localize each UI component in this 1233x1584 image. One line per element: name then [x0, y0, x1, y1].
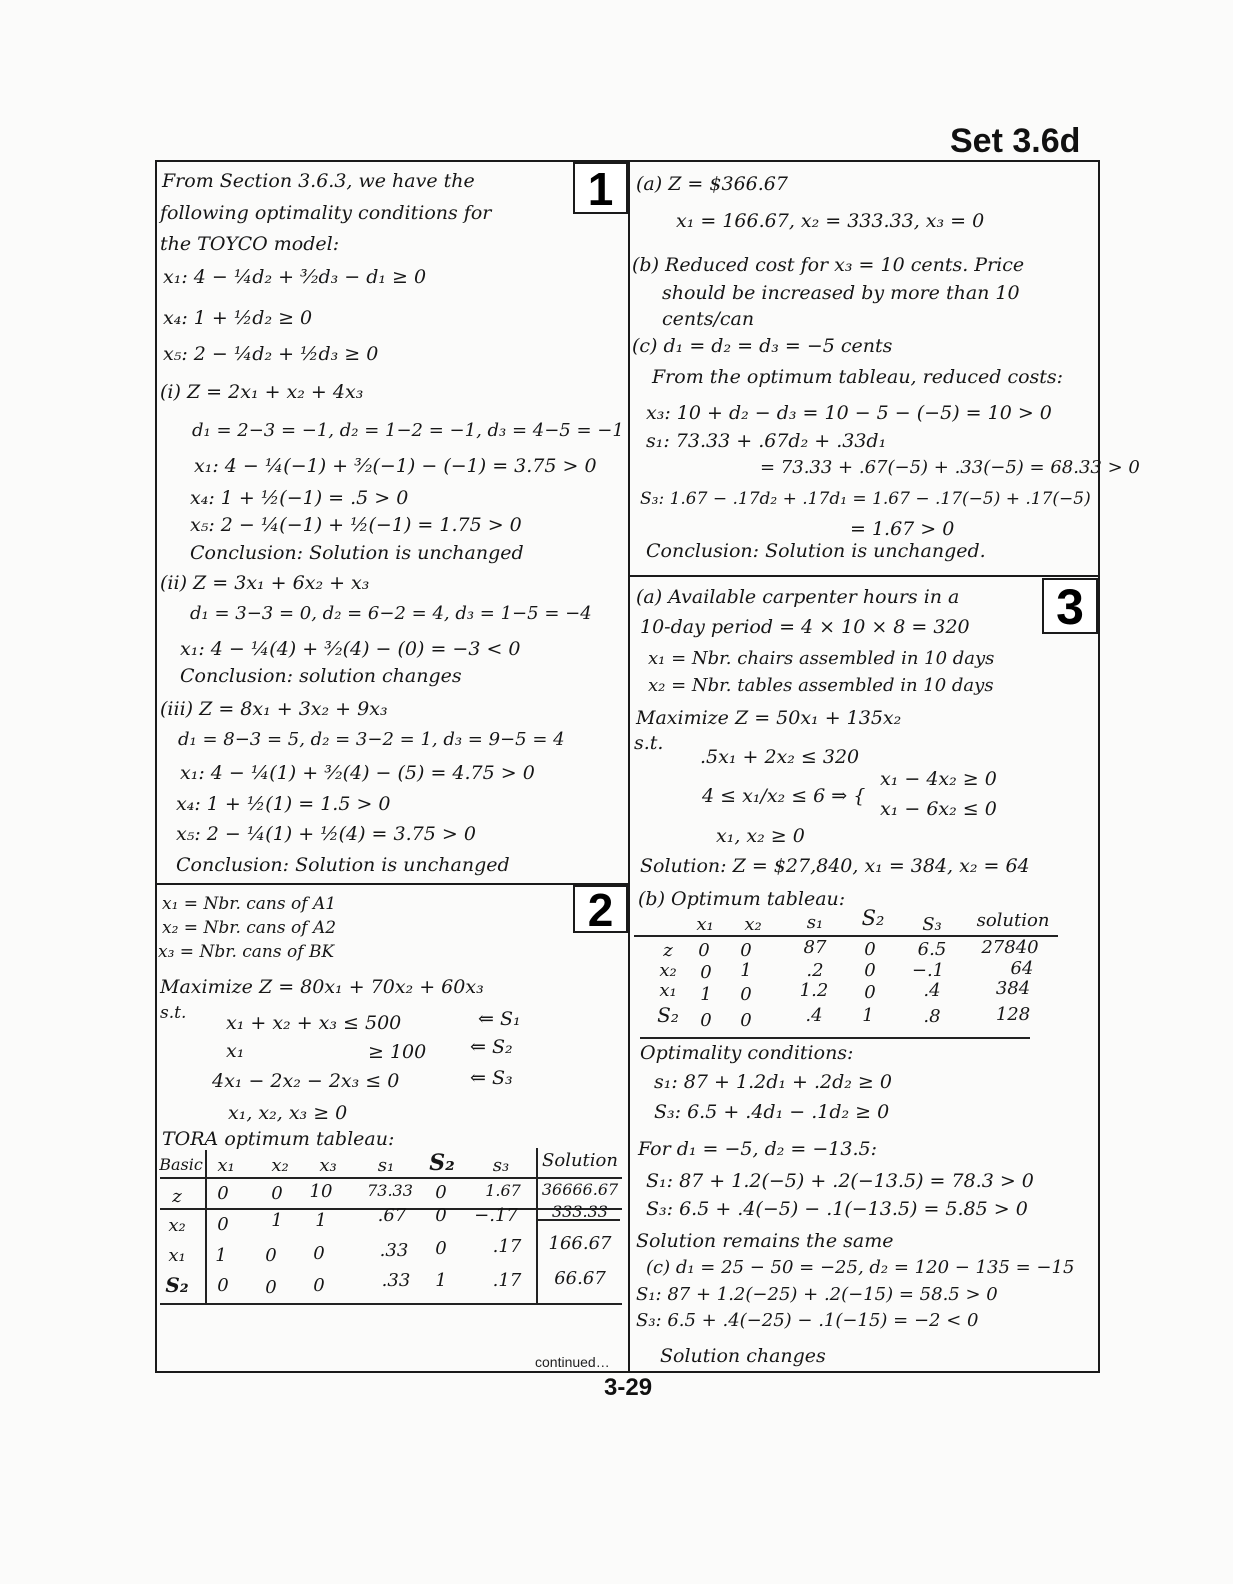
table-cell: 0	[740, 984, 752, 1005]
table-header: S₂	[861, 906, 885, 930]
problem-number-2: 2	[573, 885, 628, 933]
text-line: x₃ = Nbr. cans of BK	[158, 942, 335, 962]
table-cell: 1.67	[485, 1181, 521, 1200]
table-cell: 0	[435, 1238, 447, 1259]
text-line: s₁: 87 + 1.2d₁ + .2d₂ ≥ 0	[654, 1071, 892, 1093]
text-line: x₁ = Nbr. cans of A1	[162, 894, 337, 914]
table-cell: S₂	[657, 1003, 679, 1027]
text-line: ≥ 100	[368, 1041, 427, 1063]
text-line: (b) Optimum tableau:	[638, 888, 846, 910]
table-cell: 0	[864, 982, 876, 1003]
table-header: x₁	[217, 1155, 235, 1176]
table-cell: 0	[313, 1243, 325, 1264]
text-line: From the optimum tableau, reduced costs:	[652, 366, 1064, 388]
table-cell: 0	[698, 940, 710, 961]
text-line: ⇐ S₂	[470, 1036, 513, 1058]
table-cell: x₁	[659, 980, 677, 1001]
text-line: x₁: 4 − ¼(4) + ³⁄₂(4) − (0) = −3 < 0	[180, 638, 521, 660]
text-line: d₁ = 3−3 = 0, d₂ = 6−2 = 4, d₃ = 1−5 = −4	[190, 603, 592, 624]
table-header: x₁	[696, 914, 714, 935]
table-cell: 384	[995, 978, 1031, 999]
page-number: 3-29	[604, 1374, 653, 1401]
text-line: x₂ = Nbr. tables assembled in 10 days	[648, 675, 994, 696]
table-cell: 0	[435, 1205, 447, 1226]
table-cell: 10	[309, 1181, 333, 1202]
table-cell: .8	[923, 1006, 941, 1027]
text-line: x₁: 4 − ¼(−1) + ³⁄₂(−1) − (−1) = 3.75 > 0	[194, 455, 597, 477]
table-cell: 1	[215, 1245, 227, 1266]
text-line: Conclusion: Solution is unchanged	[176, 854, 510, 876]
text-line: x₁: 4 − ¼(1) + ³⁄₂(4) − (5) = 4.75 > 0	[180, 762, 535, 784]
table-cell: 1	[315, 1210, 327, 1231]
table-header: s₁	[377, 1155, 395, 1176]
text-line: Conclusion: solution changes	[180, 665, 462, 687]
text-line: (b) Reduced cost for x₃ = 10 cents. Price	[632, 254, 1025, 276]
text-line: d₁ = 8−3 = 5, d₂ = 3−2 = 1, d₃ = 9−5 = 4	[178, 729, 565, 750]
table-cell: 0	[217, 1183, 229, 1204]
table-cell: S₂	[165, 1273, 189, 1297]
table-header: solution	[976, 910, 1050, 931]
text-line: S₁: 87 + 1.2(−5) + .2(−13.5) = 78.3 > 0	[646, 1170, 1034, 1192]
text-line: Maximize Z = 50x₁ + 135x₂	[636, 707, 902, 729]
text-line: Solution: Z = $27,840, x₁ = 384, x₂ = 64	[640, 855, 1030, 877]
table-rule	[640, 1037, 1030, 1039]
table-header: s₁	[806, 912, 824, 933]
text-line: Maximize Z = 80x₁ + 70x₂ + 60x₃	[160, 976, 484, 998]
text-line: x₁ + x₂ + x₃ ≤ 500	[226, 1012, 402, 1034]
text-line: S₃: 1.67 − .17d₂ + .17d₁ = 1.67 − .17(−5) + .17(−5)	[640, 489, 1091, 509]
table-cell: 1	[740, 960, 752, 981]
table-cell: 0	[217, 1275, 229, 1296]
text-line: x₄: 1 + ½d₂ ≥ 0	[163, 307, 313, 329]
text-line: Solution remains the same	[636, 1230, 894, 1252]
text-line: ⇐ S₃	[470, 1067, 513, 1089]
continued-label: continued…	[535, 1354, 610, 1370]
table-cell: x₂	[659, 960, 677, 981]
text-line: following optimality conditions for	[160, 202, 492, 224]
text-line: S₃: 6.5 + .4(−25) − .1(−15) = −2 < 0	[636, 1310, 979, 1331]
table-cell: .33	[381, 1270, 411, 1291]
text-line: x₃: 10 + d₂ − d₃ = 10 − 5 − (−5) = 10 > 0	[646, 402, 1052, 424]
table-cell: x₂	[168, 1215, 186, 1236]
text-line: s.t.	[634, 732, 664, 754]
text-line: x₅: 2 − ¼(−1) + ½(−1) = 1.75 > 0	[190, 514, 522, 536]
table-cell: .17	[492, 1270, 522, 1291]
text-line: ⇐ S₁	[478, 1008, 521, 1030]
table-cell: .4	[805, 1005, 823, 1026]
text-line: TORA optimum tableau:	[162, 1128, 395, 1150]
text-line: .5x₁ + 2x₂ ≤ 320	[700, 746, 860, 768]
text-line: s.t.	[160, 1003, 187, 1023]
table-cell: 87	[803, 937, 827, 958]
table-cell: 0	[313, 1275, 325, 1296]
text-line: (a) Z = $366.67	[636, 173, 788, 195]
text-line: x₄: 1 + ½(1) = 1.5 > 0	[176, 793, 391, 815]
table-cell: 0	[740, 940, 752, 961]
section-divider-right	[628, 575, 1100, 577]
text-line: = 1.67 > 0	[850, 518, 955, 540]
table-cell: z	[663, 940, 673, 961]
text-line: x₁ − 4x₂ ≥ 0	[880, 768, 997, 790]
text-line: Conclusion: Solution is unchanged.	[646, 540, 986, 562]
table-cell: z	[172, 1186, 182, 1207]
text-line: For d₁ = −5, d₂ = −13.5:	[638, 1138, 877, 1160]
table-cell: 27840	[981, 937, 1039, 958]
table-cell: 0	[271, 1183, 283, 1204]
table-cell: 6.5	[917, 939, 947, 960]
table-cell: 1	[435, 1270, 447, 1291]
text-line: x₅: 2 − ¼(1) + ½(4) = 3.75 > 0	[176, 823, 476, 845]
text-line: S₁: 87 + 1.2(−25) + .2(−15) = 58.5 > 0	[636, 1284, 998, 1305]
table-cell: 1	[271, 1210, 283, 1231]
table-cell: .2	[806, 960, 824, 981]
table-rule	[536, 1148, 538, 1305]
table-cell: 1	[862, 1005, 874, 1026]
table-cell: .33	[379, 1240, 409, 1261]
column-divider	[628, 160, 630, 1373]
text-line: cents/can	[662, 308, 755, 330]
table-cell: 128	[995, 1004, 1031, 1025]
text-line: x₁, x₂, x₃ ≥ 0	[228, 1102, 348, 1124]
table-cell: −.17	[474, 1205, 518, 1226]
text-line: x₂ = Nbr. cans of A2	[162, 918, 337, 938]
text-line: the TOYCO model:	[160, 233, 340, 255]
text-line: x₁	[226, 1040, 245, 1062]
table-rule	[205, 1150, 207, 1305]
text-line: x₁, x₂ ≥ 0	[716, 825, 805, 847]
text-line: (c) d₁ = 25 − 50 = −25, d₂ = 120 − 135 = −15	[646, 1257, 1075, 1278]
table-cell: 73.33	[367, 1181, 413, 1200]
table-cell: 0	[265, 1277, 277, 1298]
table-header: Basic	[159, 1155, 203, 1174]
text-line: = 73.33 + .67(−5) + .33(−5) = 68.33 > 0	[760, 457, 1140, 478]
table-header: x₂	[271, 1155, 289, 1176]
table-cell: 1.2	[799, 980, 829, 1001]
text-line: x₁ = Nbr. chairs assembled in 10 days	[648, 648, 995, 669]
text-line: d₁ = 2−3 = −1, d₂ = 1−2 = −1, d₃ = 4−5 = −1	[192, 420, 624, 441]
text-line: S₃: 6.5 + .4(−5) − .1(−13.5) = 5.85 > 0	[646, 1198, 1028, 1220]
table-cell: .4	[923, 980, 941, 1001]
text-line: x₄: 1 + ½(−1) = .5 > 0	[190, 487, 409, 509]
table-header: s₃	[492, 1155, 510, 1176]
problem-number-1: 1	[573, 162, 628, 214]
table-cell: 66.67	[554, 1268, 606, 1289]
table-header: S₂	[429, 1150, 455, 1176]
text-line: S₃: 6.5 + .4d₁ − .1d₂ ≥ 0	[654, 1101, 890, 1123]
text-line: Optimality conditions:	[640, 1042, 854, 1064]
table-header: x₃	[319, 1155, 337, 1176]
page-title: Set 3.6d	[950, 122, 1081, 160]
table-rule	[160, 1303, 622, 1305]
table-rule	[160, 1177, 622, 1179]
text-line: x₁: 4 − ¼d₂ + ³⁄₂d₃ − d₁ ≥ 0	[163, 266, 427, 288]
table-cell: 0	[435, 1182, 447, 1203]
text-line: (ii) Z = 3x₁ + 6x₂ + x₃	[160, 572, 370, 594]
table-cell: 0	[700, 962, 712, 983]
table-cell: 0	[740, 1010, 752, 1031]
text-line: From Section 3.6.3, we have the	[162, 170, 475, 192]
table-cell: 166.67	[548, 1233, 612, 1254]
text-line: (a) Available carpenter hours in a	[636, 586, 960, 608]
problem-number-3: 3	[1042, 578, 1098, 634]
table-header: Solution	[542, 1150, 618, 1171]
table-cell: 0	[864, 960, 876, 981]
text-line: should be increased by more than 10	[662, 282, 1020, 304]
text-line: (c) d₁ = d₂ = d₃ = −5 cents	[632, 335, 893, 357]
table-header: S₃	[922, 914, 942, 935]
table-cell: .67	[377, 1205, 407, 1226]
table-cell: 0	[700, 1010, 712, 1031]
text-line: (iii) Z = 8x₁ + 3x₂ + 9x₃	[160, 698, 388, 720]
table-cell: 0	[864, 939, 876, 960]
text-line: x₅: 2 − ¼d₂ + ½d₃ ≥ 0	[163, 343, 379, 365]
table-cell: 333.33	[552, 1202, 608, 1221]
table-header: x₂	[744, 914, 762, 935]
table-cell: 0	[217, 1214, 229, 1235]
table-cell: 0	[265, 1245, 277, 1266]
text-line: 10-day period = 4 × 10 × 8 = 320	[640, 616, 970, 638]
text-line: 4 ≤ x₁/x₂ ≤ 6 ⇒ {	[702, 785, 866, 807]
table-cell: 1	[700, 984, 712, 1005]
text-line: s₁: 73.33 + .67d₂ + .33d₁	[646, 430, 887, 452]
table-cell: 36666.67	[541, 1180, 619, 1199]
text-line: x₁ = 166.67, x₂ = 333.33, x₃ = 0	[676, 210, 985, 232]
table-cell: .17	[492, 1236, 522, 1257]
table-cell: 64	[1010, 958, 1034, 979]
table-cell: −.1	[911, 960, 945, 981]
text-line: Solution changes	[660, 1345, 826, 1367]
text-line: Conclusion: Solution is unchanged	[190, 542, 524, 564]
table-cell: x₁	[168, 1245, 186, 1266]
text-line: x₁ − 6x₂ ≤ 0	[880, 798, 997, 820]
text-line: (i) Z = 2x₁ + x₂ + 4x₃	[160, 381, 364, 403]
text-line: 4x₁ − 2x₂ − 2x₃ ≤ 0	[212, 1070, 400, 1092]
section-divider-left	[155, 883, 629, 885]
